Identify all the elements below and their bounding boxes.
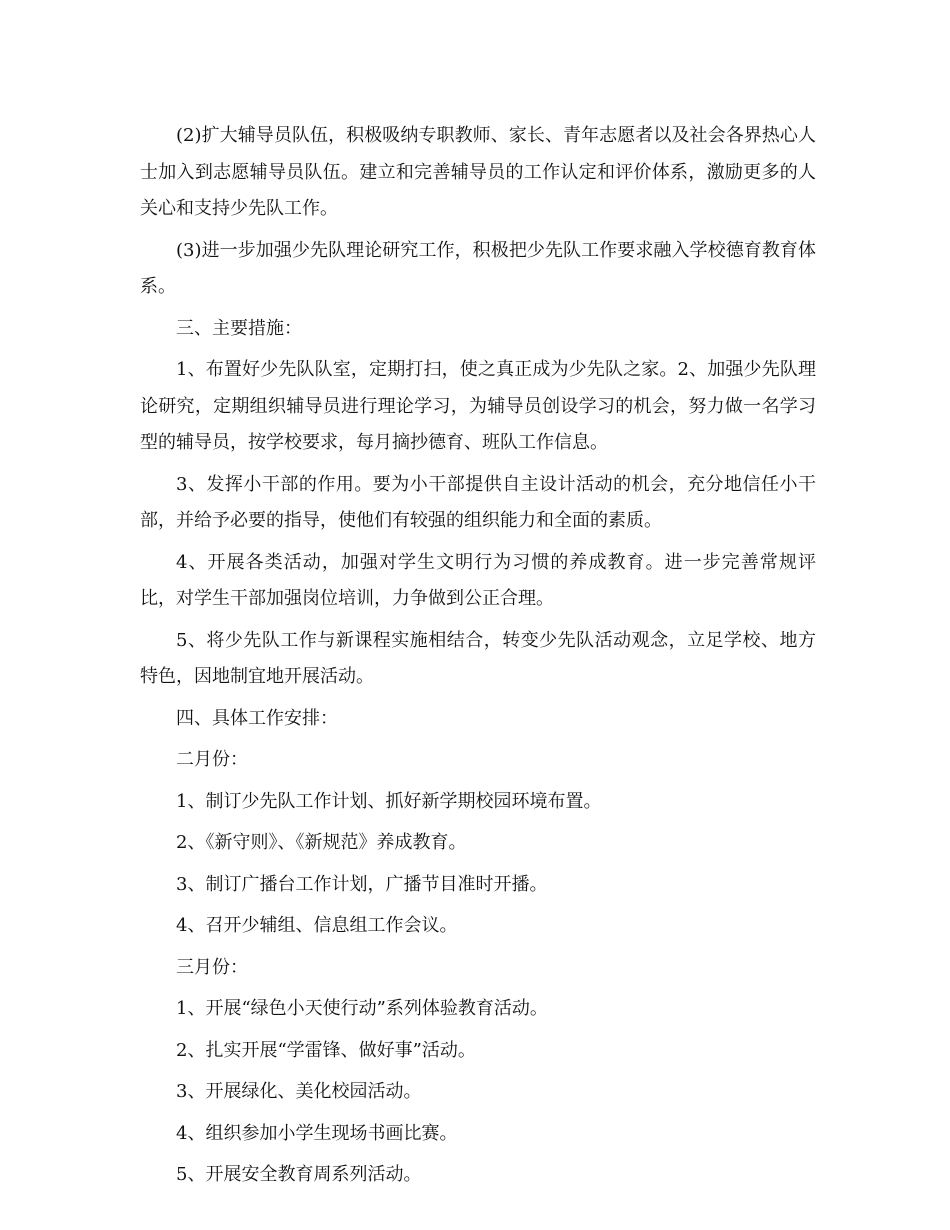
list-item-feb-3: 3、制订广播台工作计划，广播节目准时开播。 [176,873,548,895]
list-item-mar-3: 3、开展绿化、美化校园活动。 [176,1081,422,1102]
list-item-mar-2: 2、扎实开展“学雷锋、做好事”活动。 [176,1039,476,1061]
paragraph-measure-1-2: 1、布置好少先队队室，定期打扫，使之真正成为少先队之家。2、加强少先队理论研究，定期组织辅导员进行理论学习，为辅导员创设学习的机会，努力做一名学习型的辅导员，按学校要求，每月摘抄德育、班队工作信息。 [140,359,816,453]
paragraph-theory-research: (3)进一步加强少先队理论研究工作，积极把少先队工作要求融入学校德育教育体系。 [140,239,816,297]
list-item-mar-4: 4、组织参加小学生现场书画比赛。 [176,1122,458,1144]
list-item-mar-1: 1、开展“绿色小天使行动”系列体验教育活动。 [176,998,548,1019]
list-item-mar-5: 5、开展安全教育周系列活动。 [176,1164,422,1185]
paragraph-expand-counselors: (2)扩大辅导员队伍，积极吸纳专职教师、家长、青年志愿者以及社会各界热心人士加入到志愿辅导员队伍。建立和完善辅导员的工作认定和评价体系，激励更多的人关心和支持少先队工作。 [140,125,816,219]
heading-february: 二月份： [176,749,248,770]
paragraph-measure-5: 5、将少先队工作与新课程实施相结合，转变少先队活动观念，立足学校、地方特色，因地制宜地开展活动。 [140,629,816,687]
paragraph-measure-4: 4、开展各类活动，加强对学生文明行为习惯的养成教育。进一步完善常规评比，对学生干部加强岗位培训，力争做到公正合理。 [140,551,816,609]
document-page [140,118,816,1199]
heading-main-measures: 三、主要措施： [176,317,302,339]
list-item-feb-4: 4、召开少辅组、信息组工作会议。 [176,915,458,936]
list-item-feb-2: 2、《新守则》、《新规范》养成教育。 [176,832,467,853]
list-item-feb-1: 1、制订少先队工作计划、抓好新学期校园环境布置。 [176,790,602,812]
heading-march: 三月份： [176,956,248,978]
paragraph-measure-3: 3、发挥小干部的作用。要为小干部提供自主设计活动的机会，充分地信任小干部，并给予必要的指导，使他们有较强的组织能力和全面的素质。 [140,473,816,531]
heading-work-schedule: 四、具体工作安排： [176,707,338,729]
